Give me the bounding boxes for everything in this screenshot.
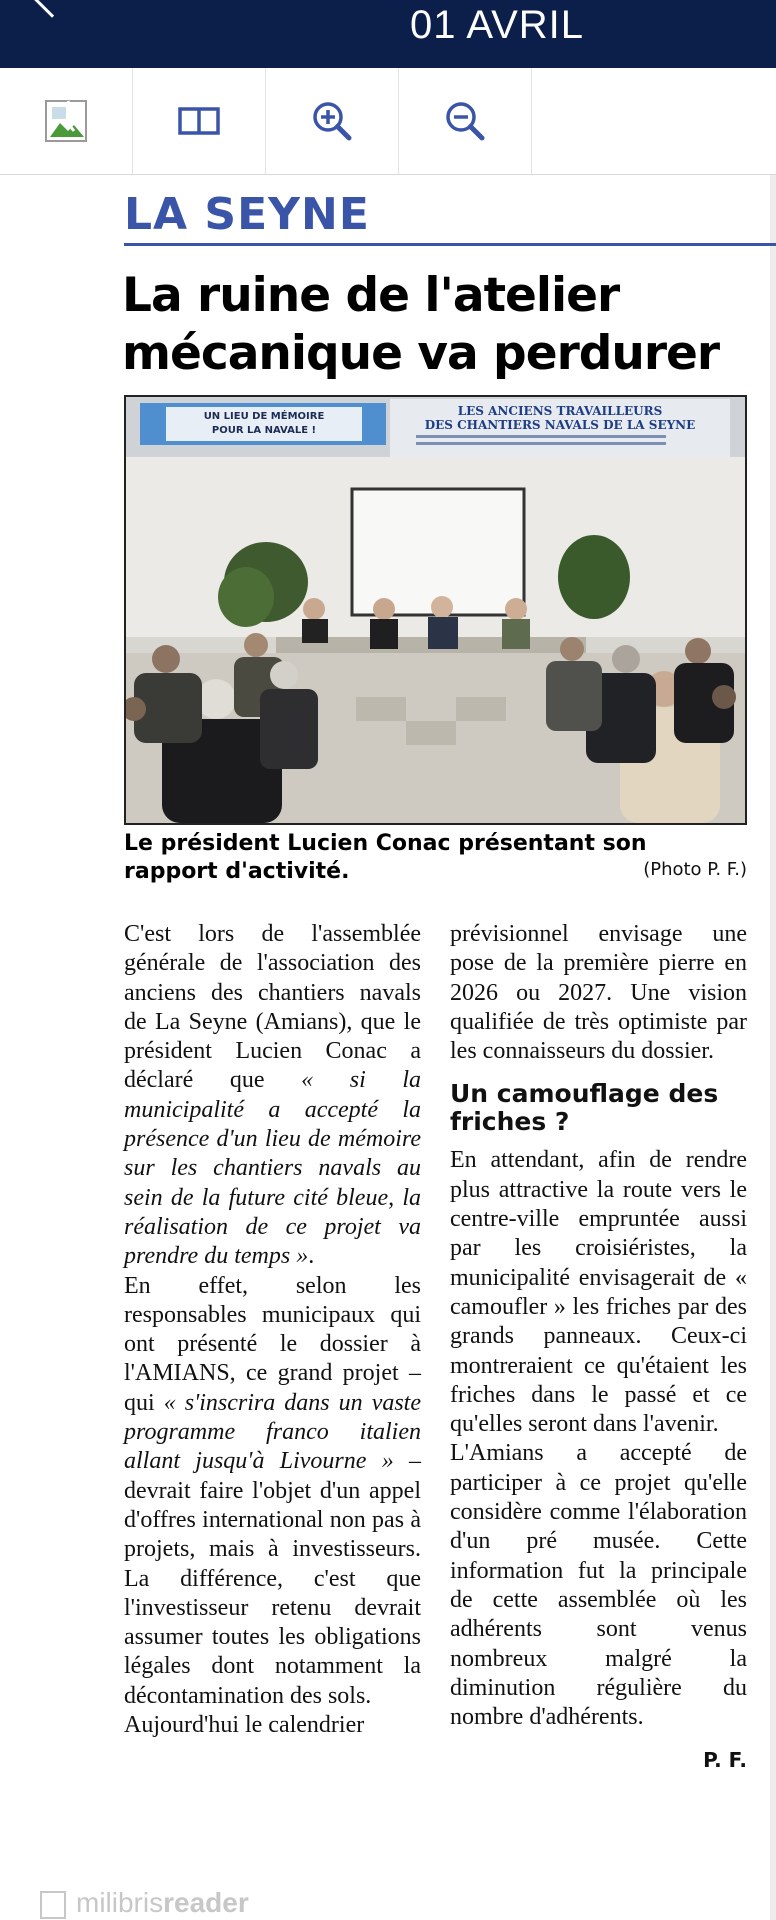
paragraph: C'est lors de l'assemblée générale de l'association des anciens des chantiers navals de La Seyne (Amians), que le président Lucien Conac a déclaré que « si la municipalité a accepté la présence d'un lieu de mémoire sur les chantiers navals au sein de la future cité bleue, la réalisation de ce projet va prendre du temps ».	[124, 921, 421, 1270]
paragraph: En attendant, afin de rendre plus attractive la route vers le centre-ville empruntée aussi par les croisiéristes, la municipalité envisagerait de « camoufler » les friches par des grands panneaux. Ceux-ci montreraient ce qu'étaient les friches dans le passé et ce qu'elles seront dans l'avenir.	[450, 1147, 747, 1438]
thumbnail-button[interactable]	[0, 68, 133, 174]
zoom-in-button[interactable]	[266, 68, 399, 174]
issue-date: 01 AVRIL	[410, 3, 585, 47]
article-headline: La ruine de l'atelier mécanique va perdurer	[122, 268, 720, 381]
broken-image-icon	[44, 99, 88, 143]
columns-view-button[interactable]	[133, 68, 266, 174]
author-signature: P. F.	[703, 1748, 747, 1773]
article-page[interactable]	[0, 175, 776, 1920]
top-bar	[0, 0, 776, 68]
photo-caption: Le président Lucien Conac présentant son rapport d'activité.	[124, 831, 647, 884]
svg-text:DES CHANTIERS NAVALS DE LA SEY: DES CHANTIERS NAVALS DE LA SEYNE	[424, 418, 696, 432]
section-title: LA SEYNE	[124, 189, 370, 240]
article-column-left	[124, 920, 421, 1740]
back-arrow-icon[interactable]	[32, 0, 72, 18]
photo-credit: (Photo P. F.)	[643, 859, 747, 880]
paragraph: L'Amians a accepté de participer à ce projet qu'elle considère comme l'élaboration d'un pré musée. Cette information fut la principale de cette assemblée où les adhérents sont venus nombreux malgré la diminution régulière du nombre d'adhérents.	[450, 1440, 747, 1731]
section-divider	[124, 243, 776, 246]
reader-logo-icon	[40, 1891, 66, 1919]
paragraph: Aujourd'hui le calendrier	[124, 1712, 365, 1739]
svg-text:LES ANCIENS TRAVAILLEURS: LES ANCIENS TRAVAILLEURS	[457, 404, 663, 418]
svg-text:POUR LA NAVALE !: POUR LA NAVALE !	[211, 425, 317, 436]
article-column-right	[450, 920, 747, 1776]
milibris-logo: milibrisreader	[40, 1887, 249, 1919]
article-photo[interactable]	[124, 395, 747, 825]
paragraph: prévisionnel envisage une pose de la première pierre en 2026 ou 2027. Une vision qualifiée de très optimiste par les connaisseurs du dossier.	[450, 921, 747, 1065]
zoom-out-icon	[443, 99, 487, 143]
quote: « si la municipalité a accepté la présence d'un lieu de mémoire sur les chantiers navals au sein de la future cité bleue, la réalisation de ce projet va prendre du temps »	[124, 1067, 421, 1270]
zoom-in-icon	[310, 99, 354, 143]
svg-text:UN LIEU DE MÉMOIRE: UN LIEU DE MÉMOIRE	[203, 411, 325, 422]
reader-toolbar	[0, 68, 776, 175]
meeting-photo-illustration	[126, 397, 745, 823]
paragraph: En effet, selon les responsables municipaux qui ont présenté le dossier à l'AMIANS, ce grand projet – qui « s'inscrira dans un vaste programme franco italien allant jusqu'à Livourne » – devrait faire l'objet d'un appel d'offres international non pas à projets, mais à investisseurs. La différence, c'est que l'investisseur retenu devrait assumer toutes les obligations légales dont notamment la décontamination des sols.	[124, 1272, 422, 1709]
book-columns-icon	[177, 105, 221, 137]
quote: « s'inscrira dans un vaste programme franco italien allant jusqu'à Livourne »	[124, 1389, 422, 1475]
zoom-out-button[interactable]	[399, 68, 532, 174]
article-subheading: Un camouflage des friches ?	[450, 1079, 719, 1137]
page-edge	[770, 175, 776, 1920]
